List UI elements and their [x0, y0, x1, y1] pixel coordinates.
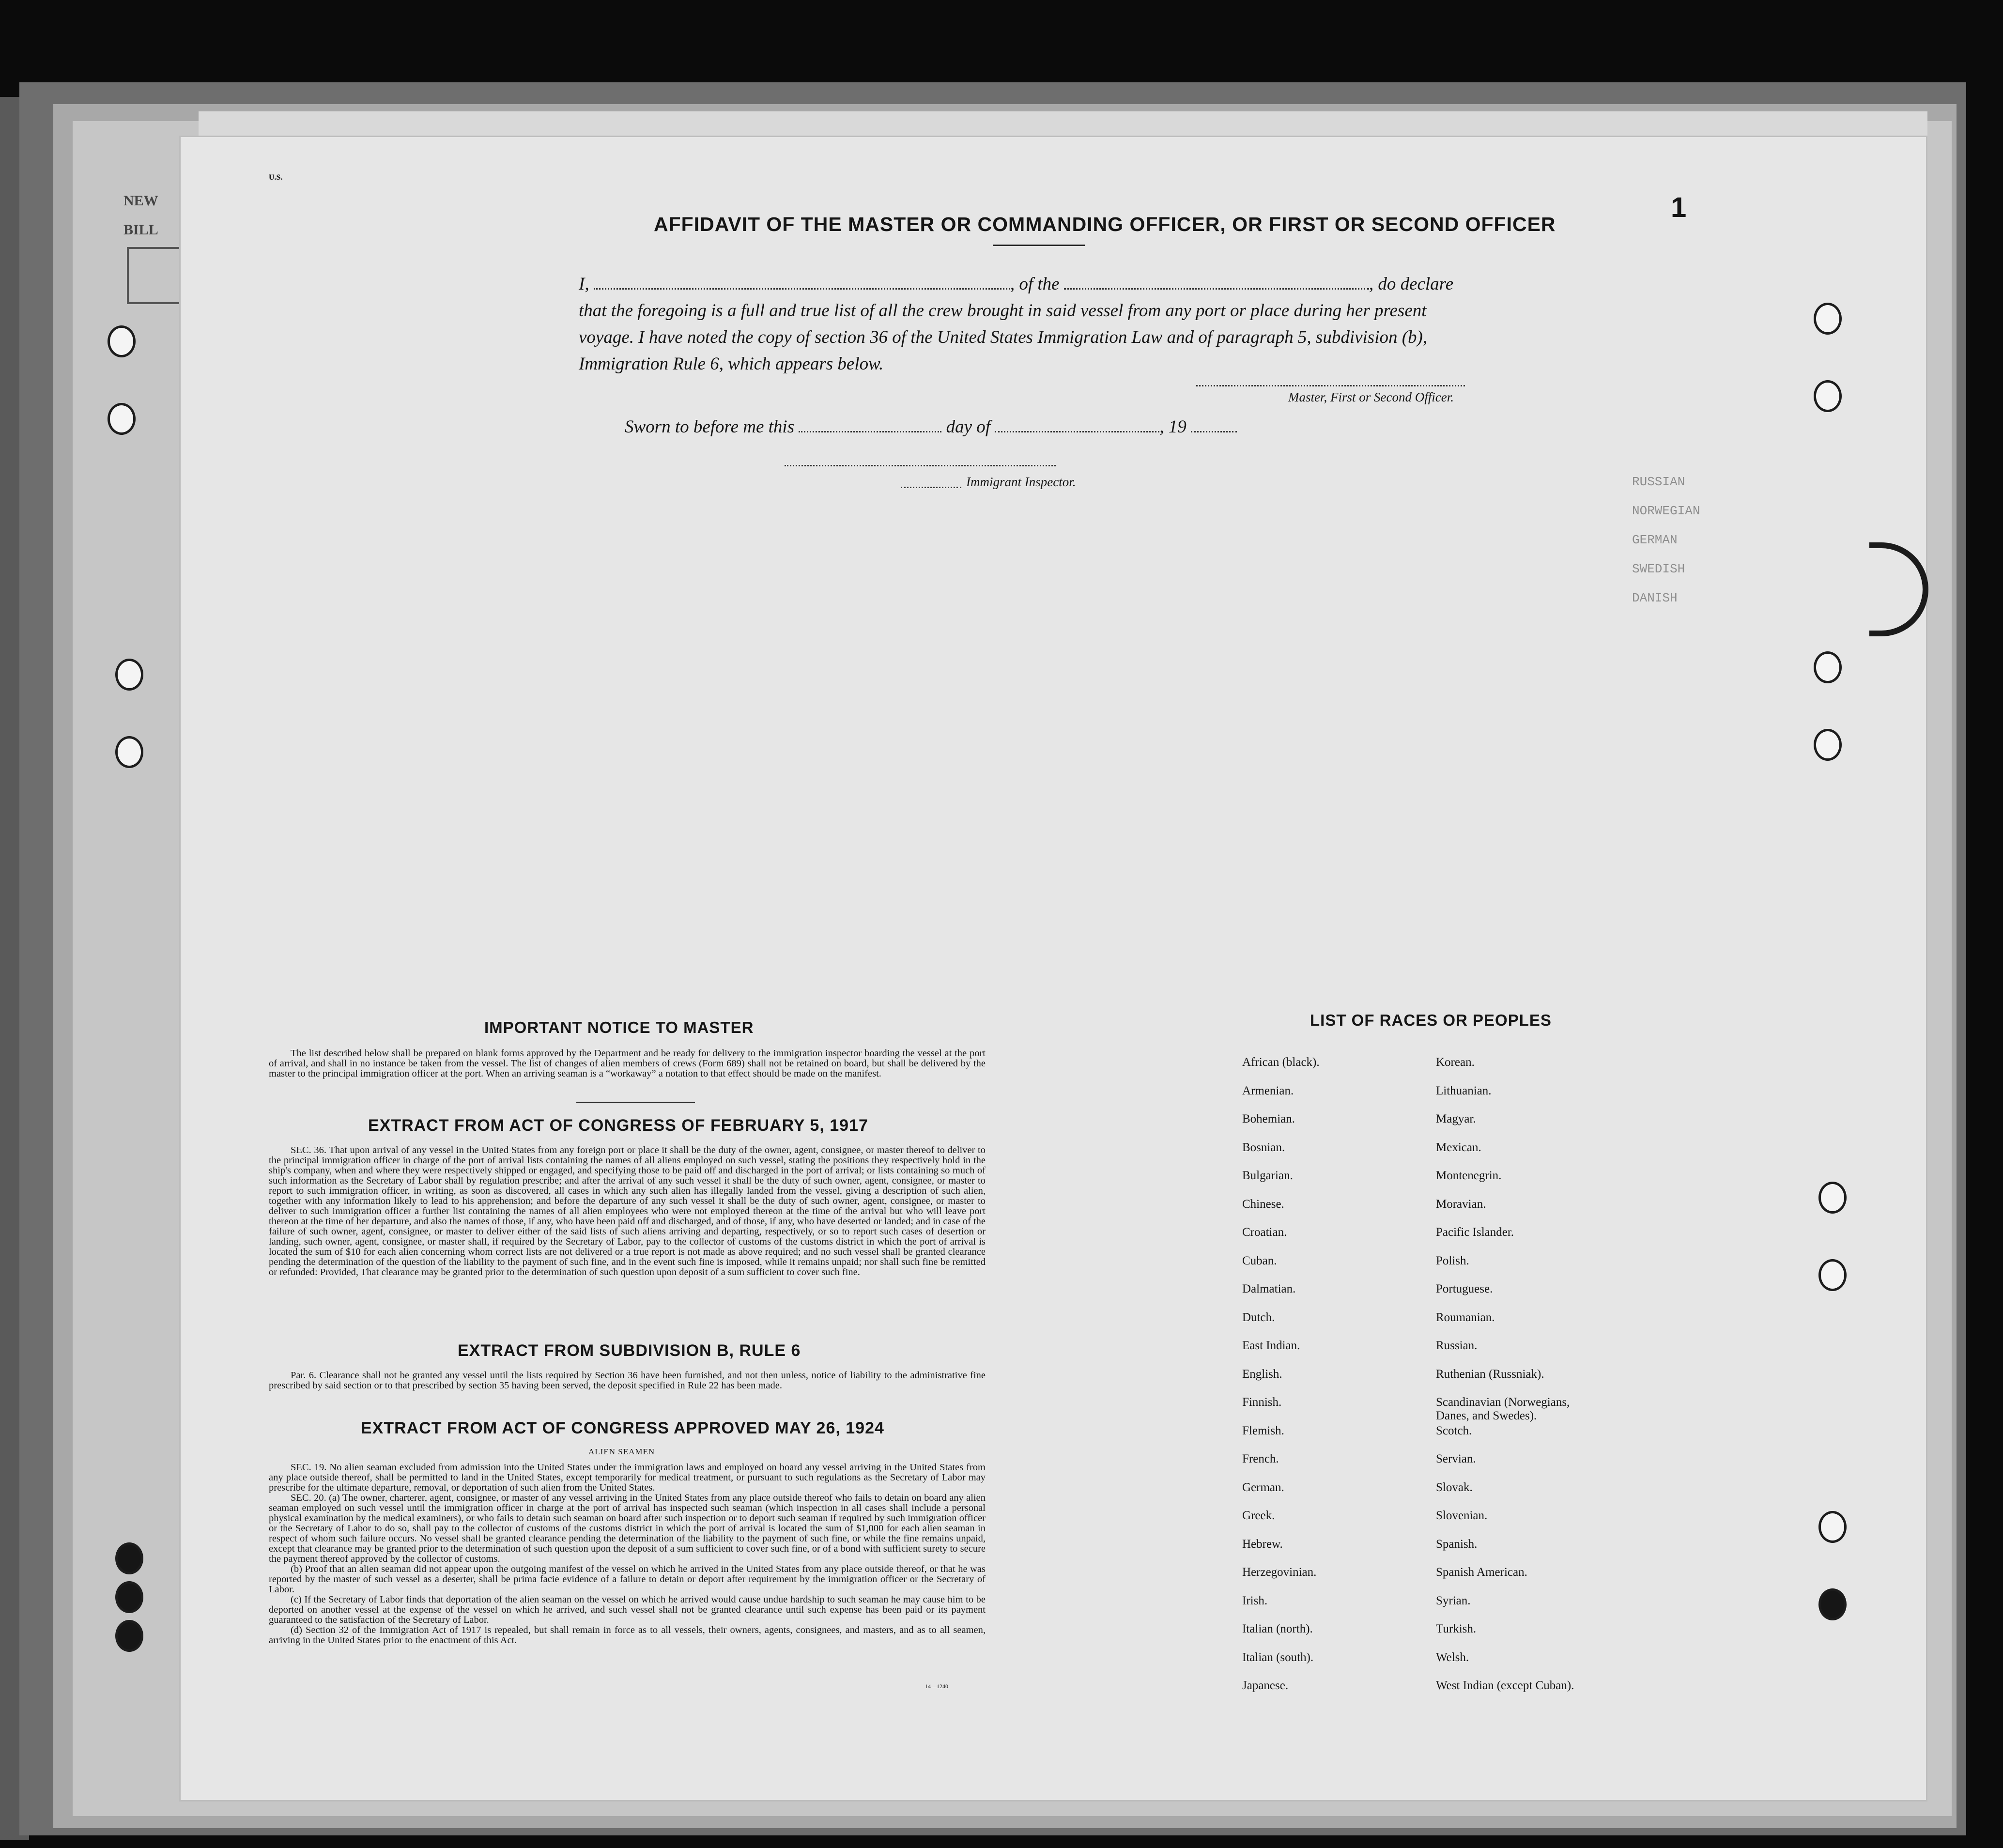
stamp-text: BILL — [123, 222, 158, 238]
name-blank[interactable] — [594, 277, 1010, 290]
year-text: , 19 — [1159, 417, 1186, 437]
race-item: Polish. — [1436, 1254, 1469, 1267]
races-column-2 — [1436, 1056, 1707, 1743]
race-item: Italian (north). — [1242, 1622, 1313, 1635]
vessel-blank[interactable] — [1064, 277, 1369, 290]
binder-hole — [1814, 729, 1842, 761]
binder-hole — [1814, 380, 1842, 412]
race-item: Japanese. — [1242, 1679, 1289, 1692]
extract-1917-title: EXTRACT FROM ACT OF CONGRESS OF FEBRUARY 5, 1917 — [368, 1116, 868, 1135]
race-item: Ruthenian (Russniak). — [1436, 1367, 1544, 1381]
page-mark: 1 — [1671, 192, 1687, 223]
race-item: Portuguese. — [1436, 1282, 1493, 1295]
binder-hole — [115, 659, 143, 691]
race-item: Pacific Islander. — [1436, 1226, 1514, 1239]
section-36-paragraph: SEC. 36. That upon arrival of any vessel in the United States from any foreign port or place it shall be the duty of the owner, agent, consignee, or master thereof to deliver to the principal immigration officer in charge of the port of arrival lists containing the names of all aliens employed on such vessel, stating the positions they respectively hold in the ship's company, when and where they were respectively shipped or engaged, and specifying those to be paid off and discharged in the port of arrival; or lists containing so much of such information as the Secretary of Labor shall by regulation prescribe; and after the arrival of any such vessel it shall be the duty of such owner, agent, consignee, or master to report to such immigration officer, in writing, as soon as discovered, all cases in which any such alien has illegally landed from the vessel, giving a description of such alien, together with any information likely to lead to his apprehension; and before the departure of any such vessel it shall be the duty of such owner, agent, consignee, or master to deliver to such immigration officer a further list containing the names of all alien employees who were not employed thereon at the time of the arrival but who will leave port thereon at the time of her departure, and also the names of those, if any, who have been paid off and discharged, and of those, if any, who have deserted or landed; and in case of the failure of such owner, agent, consignee, or master to deliver either of the said lists of such aliens arriving and departing, respectively, or so to report such cases of desertion or landing, such owner, agent, consignee, or master shall, if required by the Secretary of Labor, pay to the collector of customs of the customs district in which the port of arrival is located the sum of $10 for each alien concerning whom correct lists are not delivered or a true report is not made as above required; and no such vessel shall be granted clearance pending the determination of the question of the liability to the payment of such fine, and in the event such fine is imposed, while it remains unpaid; nor shall such fine be remitted or refunded: Provided, That clearance may be granted prior to the determination of such question upon deposit of a sum sufficient to cover such fine. — [269, 1145, 986, 1278]
day-blank[interactable] — [799, 419, 941, 432]
race-item: French. — [1242, 1452, 1279, 1465]
race-item: Armenian. — [1242, 1084, 1294, 1097]
race-item: Bulgarian. — [1242, 1169, 1293, 1182]
stamp-text: NEW — [123, 193, 158, 209]
affidavit-title: AFFIDAVIT OF THE MASTER OR COMMANDING OFFICER, OR FIRST OR SECOND OFFICER — [654, 213, 1556, 235]
race-item: Dutch. — [1242, 1310, 1275, 1324]
race-item: Moravian. — [1436, 1197, 1486, 1211]
year-blank[interactable] — [1191, 419, 1237, 432]
inspector-line-short — [901, 487, 961, 488]
section-20d-paragraph: (d) Section 32 of the Immigration Act of 1917 is repealed, but shall remain in force as to all vessels, their owners, agents, consignees, and masters, and as to all seamen, arriving in the United States prior to the enactment of this Act. — [269, 1625, 986, 1646]
stamp-us: U.S. — [269, 173, 283, 182]
extract-1924-title: EXTRACT FROM ACT OF CONGRESS APPROVED MAY 26, 1924 — [361, 1419, 884, 1437]
affidavit-sheet — [179, 136, 1927, 1802]
bleed-through-text: RUSSIAN NORWEGIAN GERMAN SWEDISH DANISH — [1632, 475, 1700, 605]
race-item: Spanish American. — [1436, 1566, 1527, 1579]
race-item: Cuban. — [1242, 1254, 1277, 1267]
affidavit-line1 — [579, 274, 1644, 294]
notice-text — [269, 1048, 986, 1079]
race-item: Chinese. — [1242, 1197, 1284, 1211]
inspector-line[interactable] — [785, 465, 1056, 466]
section-rule — [576, 1102, 695, 1103]
extract-1917-text — [269, 1145, 986, 1278]
race-item: Lithuanian. — [1436, 1084, 1492, 1097]
affidavit-line3: voyage. I have noted the copy of section 36 of the United States Immigration Law and of paragraph 5, subdivision (b), — [579, 327, 1428, 347]
race-item: Spanish. — [1436, 1537, 1478, 1551]
binder-hole — [1818, 1259, 1847, 1291]
margin-stamp — [123, 186, 158, 245]
race-item: Greek. — [1242, 1509, 1275, 1522]
race-item: Scandinavian (Norwegians, — [1436, 1396, 1570, 1409]
race-item: Korean. — [1436, 1056, 1475, 1069]
alien-seamen-subtitle: ALIEN SEAMEN — [588, 1447, 655, 1456]
race-item: Welsh. — [1436, 1650, 1469, 1664]
affidavit-i: I, — [579, 274, 589, 294]
race-item: Servian. — [1436, 1452, 1476, 1465]
section-20b-paragraph: (b) Proof that an alien seaman did not appear upon the outgoing manifest of the vessel on which he arrived in the United States from any place outside thereof, or that he was reported by the master of such vessel as a deserter, shall be prima facie evidence of a failure to detain or deport after requirement by the immigration officer or the Secretary of Labor. — [269, 1564, 986, 1595]
binder-hole — [1818, 1588, 1847, 1620]
race-item: Herzegovinian. — [1242, 1566, 1317, 1579]
race-item: Dalmatian. — [1242, 1282, 1296, 1295]
binder-hole — [115, 1581, 143, 1613]
race-item: Magyar. — [1436, 1112, 1476, 1125]
affidavit-line2: that the foregoing is a full and true list of all the crew brought in said vessel from any port or place during her present — [579, 301, 1427, 321]
inspector-label: Immigrant Inspector. — [966, 475, 1076, 489]
binder-hole — [115, 1620, 143, 1652]
race-item: Scotch. — [1436, 1424, 1472, 1437]
race-item: Turkish. — [1436, 1622, 1477, 1635]
race-item: Bohemian. — [1242, 1112, 1295, 1125]
race-item: Italian (south). — [1242, 1650, 1314, 1664]
section-20c-paragraph: (c) If the Secretary of Labor finds that deportation of the alien seaman on the vessel on which he arrived would cause undue hardship to such seaman he may cause him to be deported on another vessel at the expense of the vessel on which he arrived, and such vessel shall not be granted clearance until such expense has been paid or its payment guaranteed to the satisfaction of the Secretary of Labor. — [269, 1594, 986, 1625]
race-item: Slovak. — [1436, 1480, 1473, 1494]
race-item: West Indian (except Cuban). — [1436, 1679, 1574, 1692]
race-item: African (black). — [1242, 1056, 1320, 1069]
binder-hole — [1818, 1511, 1847, 1543]
race-item: Croatian. — [1242, 1226, 1287, 1239]
sworn-text: Sworn to before me this — [625, 417, 795, 437]
form-number: 14—1240 — [925, 1683, 948, 1690]
section-19-paragraph: SEC. 19. No alien seaman excluded from admission into the United States under the immigration laws and employed on board any vessel arriving in the United States from any place outside thereof, shall be permitted to land in the United States, except temporarily for medical treatment, or pursuant to such regulations as the Secretary of Labor may prescribe for the ultimate departure, removal, or deportation of such alien from the United States. — [269, 1462, 986, 1493]
binder-hole — [1814, 651, 1842, 683]
race-item: Flemish. — [1242, 1424, 1284, 1437]
race-item: Hebrew. — [1242, 1537, 1283, 1551]
title-rule — [993, 245, 1085, 246]
race-item: Danes, and Swedes). — [1436, 1409, 1537, 1422]
month-blank[interactable] — [995, 419, 1159, 432]
binder-hole — [108, 325, 136, 357]
binder-hole — [115, 1542, 143, 1574]
extract-rule6-text — [269, 1371, 986, 1391]
extract-rule6-title: EXTRACT FROM SUBDIVISION B, RULE 6 — [458, 1341, 801, 1360]
race-item: Mexican. — [1436, 1140, 1481, 1154]
race-item: East Indian. — [1242, 1339, 1300, 1352]
ink-mark — [1869, 542, 1928, 636]
notice-paragraph: The list described below shall be prepared on blank forms approved by the Department and be ready for delivery to the immigration inspector boarding the vessel at the port of arrival, and shall in no instance be taken from the vessel. The list of changes of alien members of crews (Form 689) shall not be retained on board, but shall be delivered by the master to the principal immigration officer at the port. When an arriving seaman is a “workaway” a notation to that effect should be made on the manifest. — [269, 1048, 986, 1079]
day-of-text: day of — [946, 417, 991, 437]
race-item: Irish. — [1242, 1594, 1268, 1607]
race-item: Montenegrin. — [1436, 1169, 1502, 1182]
race-item: German. — [1242, 1480, 1284, 1494]
race-item: Finnish. — [1242, 1396, 1282, 1409]
race-item: English. — [1242, 1367, 1282, 1381]
race-item: Syrian. — [1436, 1594, 1471, 1607]
signature-line[interactable] — [1196, 385, 1465, 386]
notice-title: IMPORTANT NOTICE TO MASTER — [484, 1018, 754, 1036]
affidavit-of-the: , of the — [1010, 274, 1060, 294]
races-title: LIST OF RACES OR PEOPLES — [1310, 1011, 1552, 1029]
rule6-paragraph: Par. 6. Clearance shall not be granted any vessel until the lists required by Section 36 have been furnished, and not then unless, notice of liability to the administrative fine prescribed by said section or to that prescribed by section 35 having been served, the deposit specified in Rule 22 has been made. — [269, 1370, 986, 1391]
race-item: Bosnian. — [1242, 1140, 1285, 1154]
affidavit-declare: , do declare — [1369, 274, 1454, 294]
affidavit-line4: Immigration Rule 6, which appears below. — [579, 354, 884, 374]
binder-hole — [1814, 303, 1842, 335]
binder-hole — [108, 403, 136, 435]
section-20a-paragraph: SEC. 20. (a) The owner, charterer, agent, consignee, or master of any vessel arriving in the United States from any place outside thereof who fails to detain on board any alien seaman employed on such vessel until the immigration officer in charge at the port of arrival has inspected such seaman (which inspection in all cases shall include a personal physical examination by the medical examiners), or who fails to detain such seaman on board after such inspection or to deport such seaman if required by such immigration officer or the Secretary of Labor to do so, shall pay to the collector of customs of the customs district in which the port of arrival is located the sum of $1,000 for each alien seaman in respect of whom such failure occurs. No vessel shall be granted clearance pending the determination of the liability to the payment of such fine, or while the fine remains unpaid, except that clearance may be granted prior to the determination of such question upon the deposit of a sum sufficient to cover such fine, or of a bond with sufficient surety to secure the payment thereof approved by the collector of customs. — [269, 1493, 986, 1564]
binder-hole — [115, 736, 143, 768]
race-item: Roumanian. — [1436, 1310, 1495, 1324]
extract-1924-text — [269, 1463, 986, 1646]
sworn-line — [625, 416, 1237, 437]
race-item: Slovenian. — [1436, 1509, 1488, 1522]
race-item: Russian. — [1436, 1339, 1478, 1352]
signature-label: Master, First or Second Officer. — [1288, 390, 1454, 404]
binder-hole — [1818, 1182, 1847, 1214]
